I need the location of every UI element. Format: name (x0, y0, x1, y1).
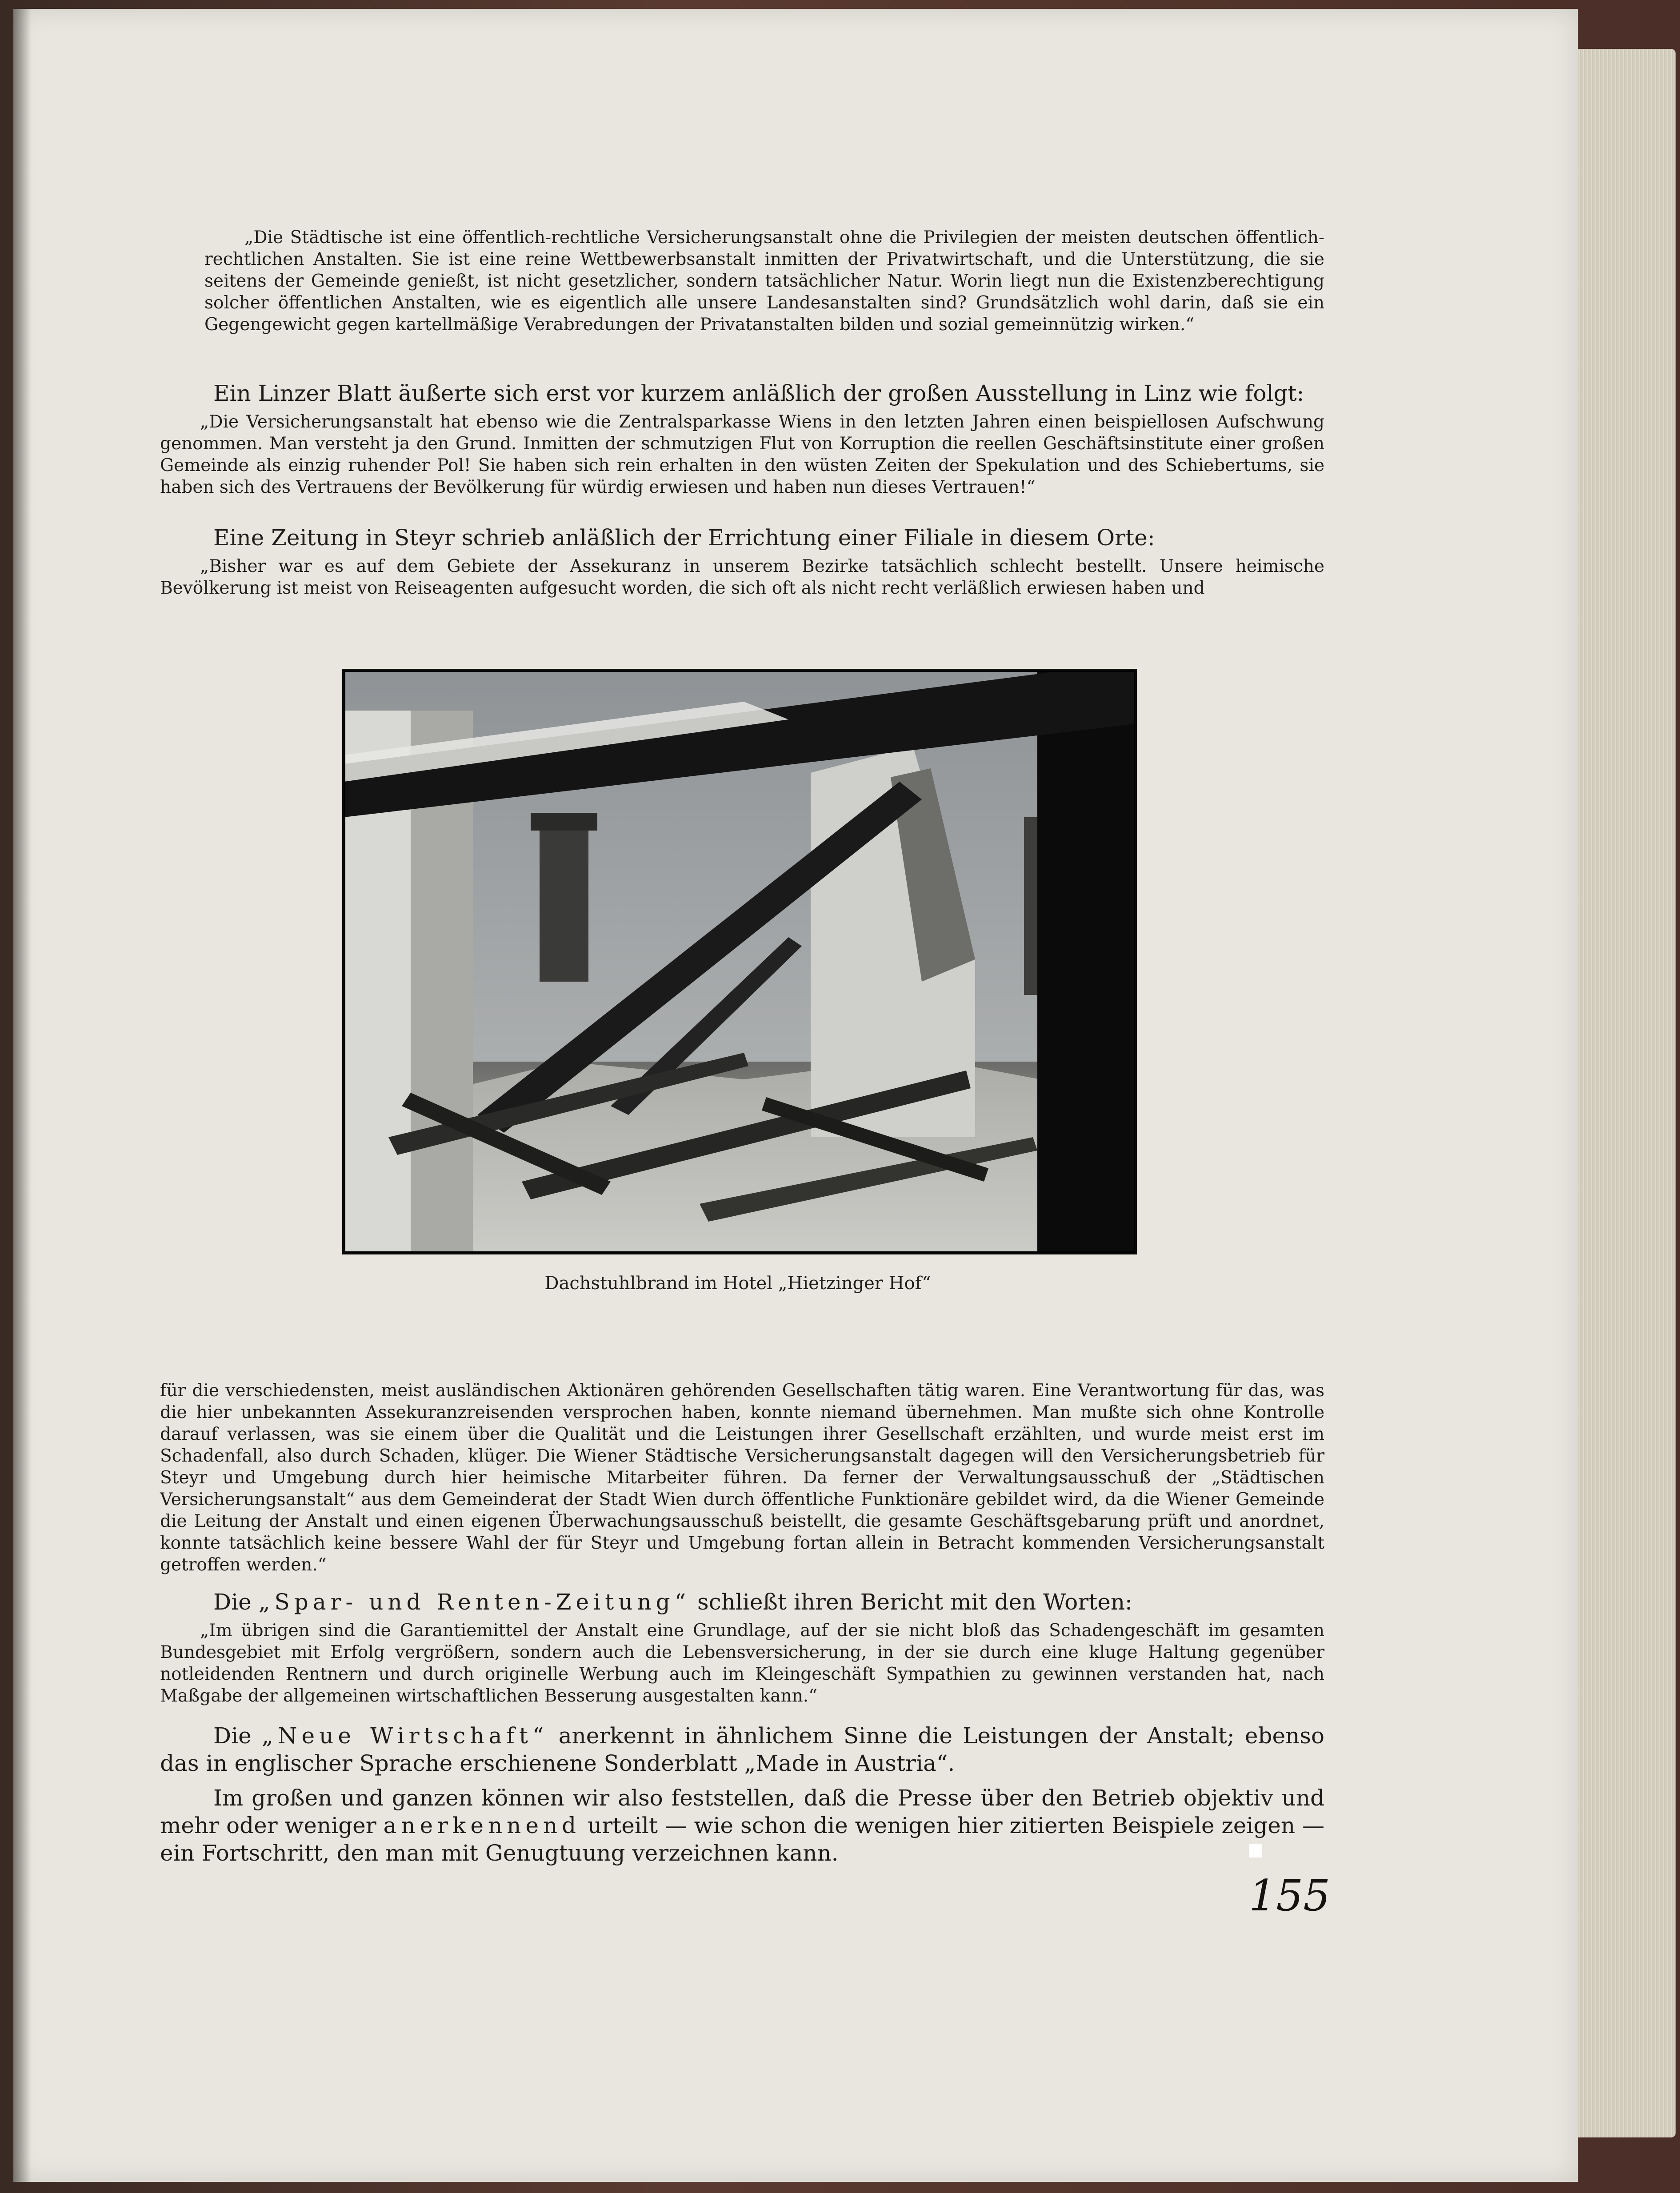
page-edges (1569, 49, 1676, 2137)
figure-caption: Dachstuhlbrand im Hotel „Hietzinger Hof“ (544, 1273, 931, 1294)
spar-renten-zeitung-name: „Spar- und Renten-Zeitung“ (258, 1589, 691, 1615)
quote-staedtische (204, 227, 1324, 336)
final-before: Im großen und ganzen können wir also feststellen, daß die Presse über den Betrieb objektiv und mehr oder weniger (160, 1785, 1324, 1838)
book-page (13, 9, 1578, 2182)
intro-spar-text (160, 1589, 1324, 1615)
quote-steyr-part2 (160, 1380, 1324, 1576)
fire-photograph-image (344, 671, 1135, 1253)
quote-steyr-part2-text: für die verschiedensten, meist ausländischen Aktionären gehörenden Gesellschaften tätig waren. Eine Verantwortung für das, was die hier unbekannten Assekuranzreisenden versprochen haben, konnte niemand übernehmen. Man mußte sich ohne Kontrolle darauf verlassen, was sie einem über die Qualität und die Leistungen ihrer Gesellschaft erzählten, und wurde meist erst im Schadenfall, also durch Schaden, klüger. Die Wiener Städtische Versicherungsanstalt dagegen will den Versicherungsbetrieb für Steyr und Umgebung durch hier heimische Mitarbeiter führen. Da ferner der Verwaltungsausschuß der „Städtischen Versicherungsanstalt“ aus dem Gemeinderat der Stadt Wien durch öffentliche Funktionäre gebildet wird, da die Wiener Gemeinde die Leitung der Anstalt und einen eigenen Überwachungsausschuß beistellt, die gesamte Geschäftsgebarung prüft und anordnet, konnte tatsächlich keine bessere Wahl der für Steyr und Umgebung fortan allein in Betracht kommenden Versicherungsanstalt getroffen werden.“ (160, 1381, 1324, 1575)
final-emphasis: anerkennend (383, 1813, 581, 1838)
fire-photograph (342, 669, 1137, 1254)
paragraph-final (160, 1784, 1324, 1867)
intro-spar (160, 1589, 1324, 1615)
intro-steyr-text: Eine Zeitung in Steyr schrieb anläßlich der Errichtung einer Filiale in diesem Orte: (213, 525, 1155, 551)
neue-after: anerkennt in ähnlichem Sinne die Leistungen der Anstalt; ebenso das in englischer Sprache erschienene Sonderblatt „Made in Austria“. (160, 1723, 1325, 1776)
paragraph-neue-wirtschaft (160, 1722, 1324, 1777)
intro-spar-after: schließt ihren Bericht mit den Worten: (690, 1589, 1132, 1615)
quote-spar (160, 1620, 1324, 1707)
quote-linz (160, 411, 1324, 498)
quote-spar-text: „Im übrigen sind die Garantiemittel der Anstalt eine Grundlage, auf der sie nicht bloß das Schadengeschäft im gesamten Bundesgebiet mit Erfolg vergrößern, sondern auch die Lebensversicherung, in der sie durch eine kluge Haltung gegenüber notleidenden Rentnern und durch originelle Werbung auch im Kleingeschäft Sympathien zu gewinnen verstanden hat, nach Maßgabe der allgemeinen wirtschaftlichen Besserung ausgestalten kann.“ (160, 1621, 1324, 1706)
page-number: 155 (1249, 1871, 1331, 1921)
quote-steyr-part1 (160, 555, 1324, 599)
intro-steyr (160, 524, 1324, 551)
intro-spar-before: Die (213, 1589, 259, 1615)
paragraph-neue-wirtschaft-text (160, 1722, 1324, 1777)
quote-steyr-part1-text: „Bisher war es auf dem Gebiete der Assekuranz in unserem Bezirke tatsächlich schlecht bestellt. Unsere heimische Bevölkerung ist meist von Reiseagenten aufgesucht worden, die sich oft als nicht recht verläßlich erwiesen haben und (160, 556, 1324, 598)
neue-before: Die (213, 1723, 262, 1749)
neue-wirtschaft-name: „Neue Wirtschaft“ (261, 1723, 548, 1749)
paragraph-final-text (160, 1784, 1324, 1867)
quote-staedtische-text: „Die Städtische ist eine öffentlich-rechtliche Versicherungsanstalt ohne die Privilegien der meisten deutschen öffentlich-rechtlichen Anstalten. Sie ist eine reine Wettbewerbsanstalt inmitten der Privatwirtschaft, und die Unterstützung, die sie seitens der Gemeinde genießt, ist nicht gesetzlicher, sondern tatsächlicher Natur. Worin liegt nun die Existenzberechtigung solcher öffentlichen Anstalten, wie es eigentlich alle unsere Landesanstalten sind? Grundsätzlich wohl darin, daß sie ein Gegengewicht gegen kartellmäßige Verabredungen der Privatanstalten bilden und sozial gemeinnützig wirken.“ (204, 228, 1324, 335)
final-after: urteilt — wie schon die wenigen hier zitierten Beispiele zeigen — ein Fortschritt, den man mit Genugtuung verzeichnen kann. (160, 1813, 1324, 1866)
white-marker (1249, 1844, 1262, 1857)
quote-linz-text: „Die Versicherungsanstalt hat ebenso wie die Zentralsparkasse Wiens in den letzten Jahren einen beispiellosen Aufschwung genommen. Man versteht ja den Grund. Inmitten der schmutzigen Flut von Korruption die reellen Geschäftsinstitute einer großen Gemeinde als einzig ruhender Pol! Sie haben sich rein erhalten in den wüsten Zeiten der Spekulation und des Schiebertums, sie haben sich des Vertrauens der Bevölkerung für würdig erwiesen und haben nun dieses Vertrauen!“ (160, 412, 1324, 497)
intro-linz-text: Ein Linzer Blatt äußerte sich erst vor kurzem anläßlich der großen Ausstellung in Linz wie folgt: (213, 380, 1304, 406)
spine-shadow (13, 9, 31, 2182)
intro-linz (160, 380, 1324, 407)
